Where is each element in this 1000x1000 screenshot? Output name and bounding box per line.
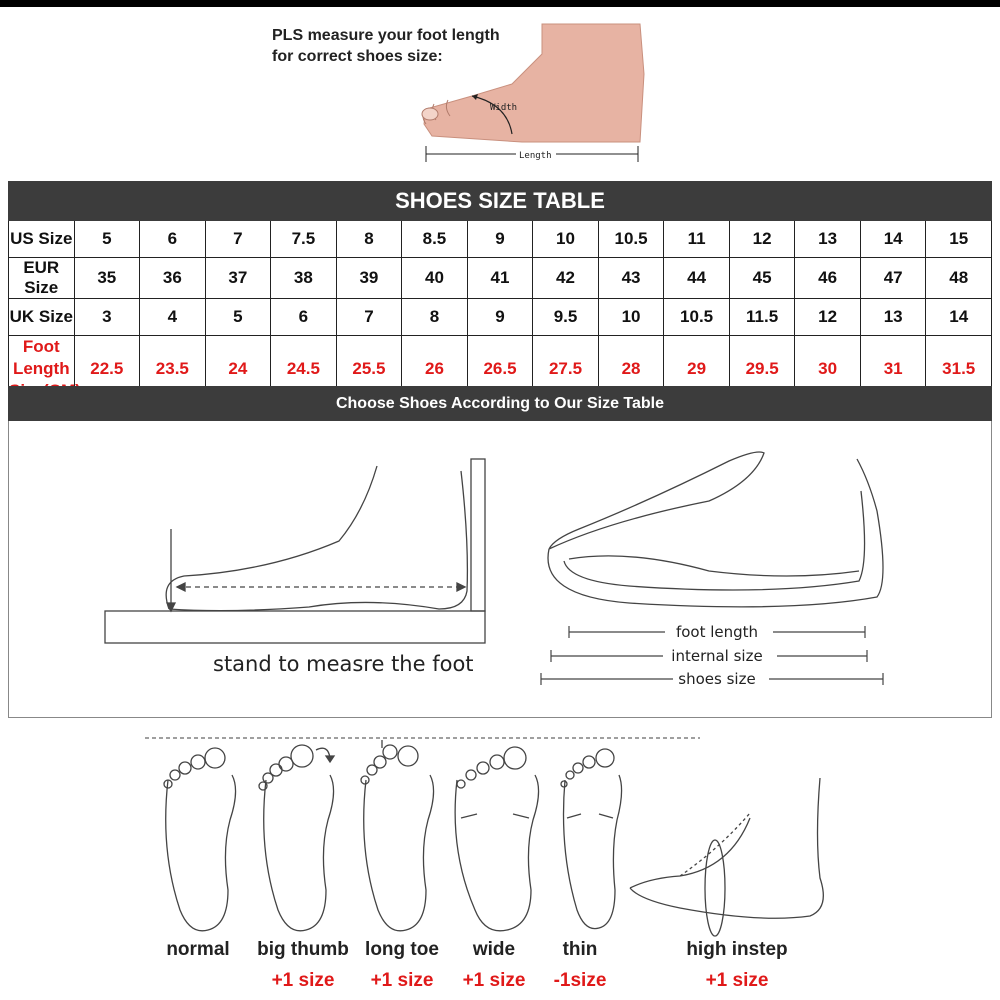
- foot-type-wide-adjust: +1 size: [462, 970, 526, 991]
- size-cell: 14: [926, 299, 992, 336]
- size-cell: 43: [598, 258, 664, 299]
- size-cell: 12: [795, 299, 861, 336]
- size-cell: 12: [729, 221, 795, 258]
- size-cell: 4: [140, 299, 206, 336]
- foot-high-instep: [630, 778, 823, 936]
- length-cell: 27.5: [533, 336, 599, 403]
- size-cell: 11.5: [729, 299, 795, 336]
- size-cell: 8.5: [402, 221, 468, 258]
- size-cell: 47: [860, 258, 926, 299]
- foot-type-high-instep-adjust: +1 size: [705, 970, 769, 991]
- foot-type-thin-adjust: -1size: [553, 970, 607, 991]
- size-cell: 41: [467, 258, 533, 299]
- size-cell: 8: [402, 299, 468, 336]
- size-cell: 13: [860, 299, 926, 336]
- size-cell: 15: [926, 221, 992, 258]
- size-cell: 13: [795, 221, 861, 258]
- shoe-size-table: [8, 181, 992, 403]
- length-cell: 23.5: [140, 336, 206, 403]
- table-row-uk: [9, 299, 992, 336]
- length-cell: 30: [795, 336, 861, 403]
- size-cell: 14: [860, 221, 926, 258]
- foot-normal: [164, 748, 236, 931]
- foot-type-thin: thin: [562, 939, 598, 960]
- foot-length-label: foot length: [675, 623, 759, 641]
- length-cell: 25.5: [336, 336, 402, 403]
- size-cell: 5: [74, 221, 140, 258]
- foot-type-high-instep: high instep: [686, 939, 788, 960]
- table-row-eur: [9, 258, 992, 299]
- stand-caption: stand to measre the foot: [213, 652, 474, 676]
- length-cell: 26: [402, 336, 468, 403]
- length-cell: 29.5: [729, 336, 795, 403]
- size-cell: 10.5: [598, 221, 664, 258]
- size-cell: 8: [336, 221, 402, 258]
- size-cell: 5: [205, 299, 271, 336]
- foot-type-wide: wide: [472, 939, 516, 960]
- top-border: [0, 0, 1000, 7]
- size-cell: 9.5: [533, 299, 599, 336]
- size-cell: 42: [533, 258, 599, 299]
- foot-type-long-toe: long toe: [365, 939, 439, 960]
- width-label: Width: [490, 103, 518, 113]
- instruction-line-2: for correct shoes size:: [272, 48, 443, 65]
- size-cell: 10: [533, 221, 599, 258]
- size-cell: 10.5: [664, 299, 730, 336]
- table-title: SHOES SIZE TABLE: [9, 182, 992, 221]
- length-label: Length: [519, 151, 552, 161]
- size-cell: 7: [205, 221, 271, 258]
- size-cell: 7: [336, 299, 402, 336]
- foot-big-thumb: [259, 745, 334, 931]
- size-cell: 6: [271, 299, 337, 336]
- foot-type-big-thumb-adjust: +1 size: [271, 970, 335, 991]
- length-cell: 24: [205, 336, 271, 403]
- foot-type-big-thumb: big thumb: [257, 939, 349, 960]
- size-cell: 46: [795, 258, 861, 299]
- foot-long-toe: [361, 740, 434, 931]
- instruction-line-1: PLS measure your foot length: [272, 27, 500, 44]
- size-cell: 45: [729, 258, 795, 299]
- length-cell: 26.5: [467, 336, 533, 403]
- table-row-us: [9, 221, 992, 258]
- foot-type-normal: normal: [166, 939, 230, 960]
- size-cell: 39: [336, 258, 402, 299]
- size-cell: 36: [140, 258, 206, 299]
- standing-foot-diagram: [105, 459, 485, 643]
- foot-types-illustration: [130, 728, 860, 948]
- shoes-size-label: shoes size: [678, 670, 756, 688]
- length-cell: 31.5: [926, 336, 992, 403]
- size-cell: 48: [926, 258, 992, 299]
- size-cell: 7.5: [271, 221, 337, 258]
- length-cell: 22.5: [74, 336, 140, 403]
- size-cell: 40: [402, 258, 468, 299]
- foot-wide: [455, 747, 538, 931]
- measure-diagrams: [9, 421, 991, 717]
- length-cell: 29: [664, 336, 730, 403]
- length-cell: 28: [598, 336, 664, 403]
- size-cell: 35: [74, 258, 140, 299]
- size-cell: 44: [664, 258, 730, 299]
- size-cell: 38: [271, 258, 337, 299]
- internal-size-label: internal size: [671, 647, 763, 665]
- shoe-diagram: [548, 452, 883, 607]
- row-label: UK Size: [9, 299, 75, 336]
- length-cell: 31: [860, 336, 926, 403]
- foot-thin: [561, 749, 622, 929]
- size-cell: 9: [467, 221, 533, 258]
- size-cell: 37: [205, 258, 271, 299]
- size-cell: 9: [467, 299, 533, 336]
- row-label: US Size: [9, 221, 75, 258]
- foot-length-label-line-1: Foot Length: [12, 337, 70, 378]
- size-cell: 6: [140, 221, 206, 258]
- guide-banner: Choose Shoes According to Our Size Table: [8, 386, 992, 421]
- measure-guide-panel: [8, 421, 992, 718]
- row-label: EUR Size: [9, 258, 75, 299]
- length-cell: 24.5: [271, 336, 337, 403]
- foot-type-long-toe-adjust: +1 size: [370, 970, 434, 991]
- foot-measure-illustration: [412, 14, 652, 174]
- size-cell: 3: [74, 299, 140, 336]
- size-cell: 11: [664, 221, 730, 258]
- size-cell: 10: [598, 299, 664, 336]
